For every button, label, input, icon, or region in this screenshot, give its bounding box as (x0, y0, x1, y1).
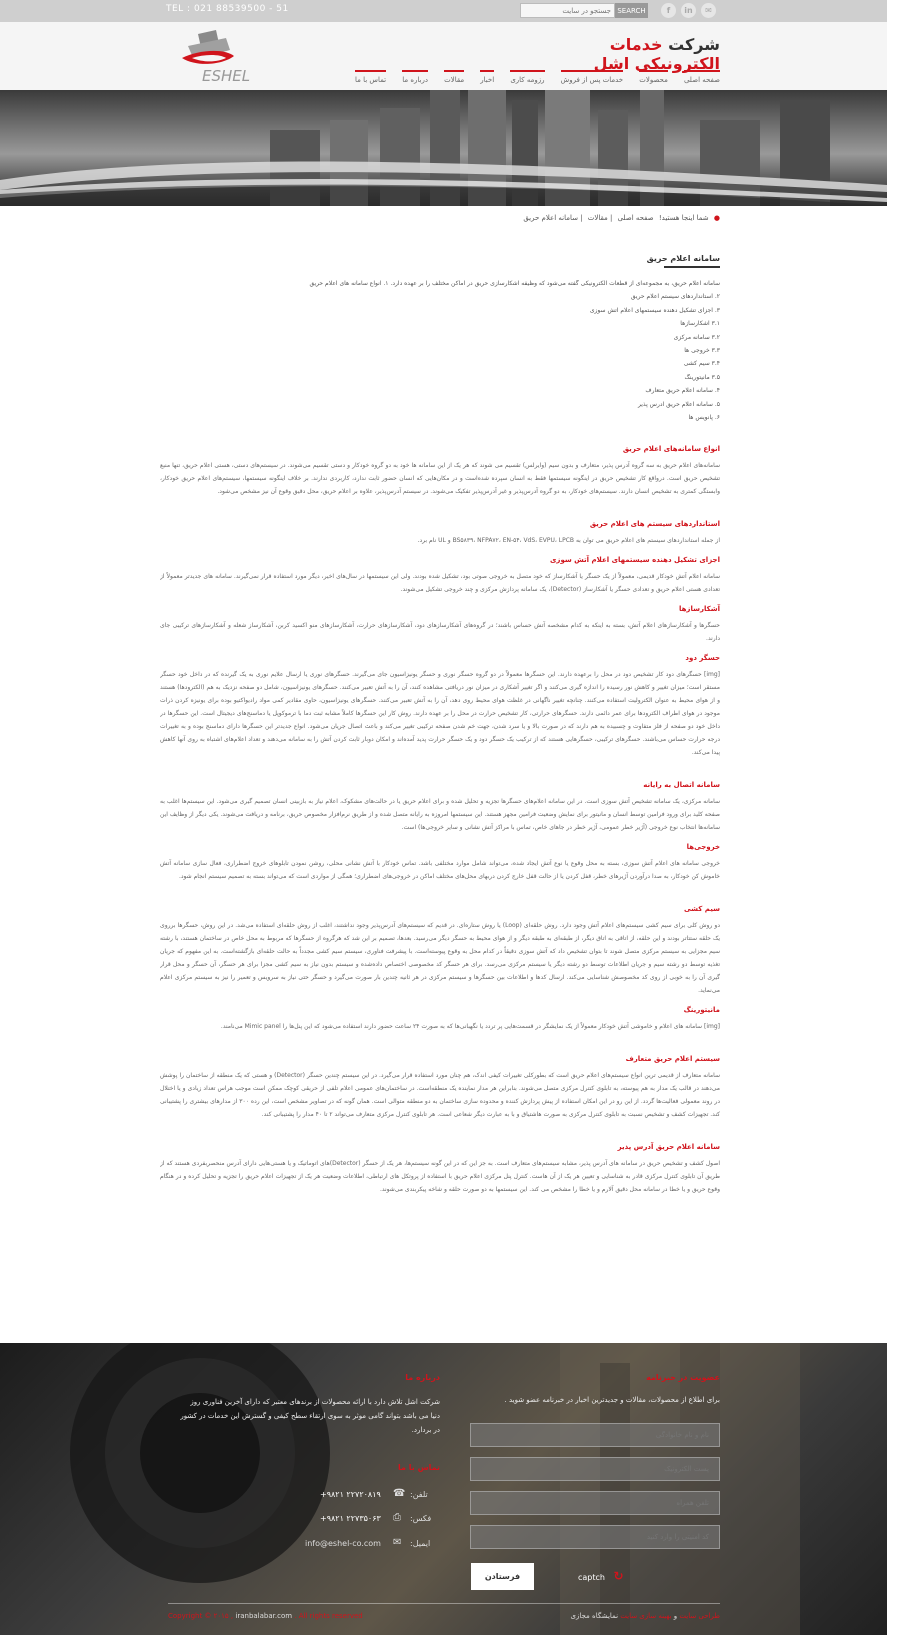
fax-label: فکس: (410, 1514, 432, 1523)
section-heading: اجزای تشکیل دهنده سیستمهای اعلام آتش سوزی (550, 556, 720, 564)
email-label: ایمیل: (410, 1539, 431, 1548)
section-heading: سیستم اعلام حریق متعارف (625, 1055, 720, 1063)
fax-icon: ⎙ (393, 1512, 401, 1523)
main-nav (355, 70, 720, 90)
section-paragraph: [img] سامانه های اعلام و خاموشی آتش خودکار معمولاً از یک نمایشگر در قسمت‌هایی پر تردد یا نگهبانی‌ها که به صورت ۲۴ ساعت حضور دارند استفاده می‌شود که این پنل‌ها را Mimic panel می‌نامند. (220, 1023, 720, 1030)
brand-name: خدمات الکترونیکی اشل (593, 35, 720, 73)
copyright (168, 1612, 363, 1620)
breadcrumb-articles[interactable]: مقالات (587, 214, 608, 222)
email-input[interactable] (470, 1457, 720, 1481)
section-paragraph: حسگرها و آشکارسازهای اعلام آتش، بسته به اینکه به کدام مشخصه آتش حساس باشند؛ در گروه‌های آشکارسازهای دود، آشکارسازهای حرارت، آشکارسازهای منو اکسید کربن، آشکارساز شعله و آشکارسازهای ترکیبی جای دارند. (160, 622, 720, 642)
toc-item[interactable]: ۳.۴ سیم کشی (683, 360, 720, 368)
newsletter-heading: عضویت در خبرنامه (646, 1373, 720, 1382)
nav-resume[interactable]: رزومه کاری (510, 70, 544, 90)
captcha-input[interactable] (470, 1525, 720, 1549)
top-bar (0, 0, 887, 22)
footer-divider (168, 1603, 720, 1604)
section-paragraph: از جمله استانداردهای سیستم های اعلام حریق می توان به BS۵۸۳۹، NFPA۷۲، EN-۵۴، VdS، EVPU، LPCB و UL نام برد. (417, 537, 720, 544)
section-paragraph: [img] حسگرهای دود کار تشخیص دود در محل را برعهده دارند. این حسگرها معمولاً در دو گروه حسگر نوری و حسگر یونیزاسیون جای می‌گیرند. حسگرهای نوری یا ارسال علایم نوری به یک گیرنده که در داخل خود حسگر مستقر است؛ میزان تغییر و کاهش نور رسیده را اندازه گیری می‌کنند و اگر تغییر آشکاری در میزان نور دریافتی مشاهده کنند، آن را به آتش تعبیر می‌کنند. حسگرهای یونیزاسیون، شامل دو صفحه نزدیک به هم (الکترودها) هستند و از هوای محیط به عنوان الکترولیت استفاده می‌کنند. چنانچه تغییر ناگهانی در غلظت هوای محیط روی دهد، آن را به آتش تعبیر می‌کنند. حسگرهای یونیزاسیون، حاوی مقادیر کمی مواد رادیواکتیو بوده برای یونیزه کردن ذرات موجود در هوای اطراف الکترودها برای عمر دائمی دارند. حسگرهای حرارتی، کار تشخیص حرارت در محل را بر عهده دارند. روش کار این حسگرها کاملاً مشابه ثبت دما با ترموکوپل یا دماسنج‌های دیجیتال است. این حسگرها در داخل خود دو صفحه از فلز متفاوت و چسبیده به هم دارند که در صورت بالا و یا سرد شدن، جهت خم شدن صفحه ترکیبی تغییر می‌کند و باعث اتصال جریان می‌شود. انواع جدیدتر این حسگرها دارای دماسنج بوده و به تغییرات درجه حرارت حساس می‌باشند. حسگرهای ترکیبی، حسگرهایی هستند که از ترکیب یک حسگر دود و یک حسگر حرارت پدید آمده‌اند و امکان دوبار ثابت کردن آتش را به سامانه می‌دهند و تعداد اعلام‌های اشتباه به روی آنها کاهش پیدا می‌کند. (160, 671, 720, 756)
captcha-area (578, 1569, 624, 1583)
toc-item[interactable]: ۵. سامانه اعلام حریق آدرس پذیر (637, 400, 720, 408)
section-paragraph: سامانه‌های اعلام حریق به سه گروه آدرس پذیر، متعارف و بدون سیم (وایرلس) تقسیم می شوند که هر یک از این سامانه ها خود به دو گروه خودکار و دستی تقسیم می‌شوند. در سیستم‌های دستی، هستی اعلام حریق، تنها منبع تشخیص حریق است. درواقع کار تشخیص حریق در اینگونه سیستمها فقط به انسان سپرده شده‌است و در مکان‌هایی که انسان حضور ثابت ندارد، کاربردی ندارند. بر خلاف اینگونه سیستمها، سیستم‌های اعلام حریق خودکار، وابستگی کمتری به تشخیص انسان دارند. سیستم‌های خودکار، به دو گروه آدرس‌پذیر و غیر آدرس‌پذیر تفکیک می‌شوند. در سیستم آدرس‌پذیر، علاوه بر اعلام حریق، محل دقیق وقوع آن نیز مشخص می‌شود. (160, 462, 720, 495)
section-heading: سامانه اعلام حریق آدرس پذیر (617, 1143, 720, 1151)
footer (0, 1343, 887, 1635)
design-sep: و (673, 1612, 678, 1620)
design-label[interactable]: طراحی سایت (679, 1612, 720, 1620)
section-heading: خروجی‌ها (686, 843, 720, 851)
email-value[interactable]: info@eshel-co.com (305, 1539, 381, 1548)
phone-value: +۹۸۲۱ ۲۲۷۲۰۸۱۹ (320, 1490, 381, 1499)
toc-item[interactable]: ۴. سامانه اعلام حریق متعارف (645, 387, 720, 395)
fullname-input[interactable] (470, 1423, 720, 1447)
section-paragraph: اصول کشف و تشخیص حریق در سامانه های آدرس پذیر، مشابه سیستم‌های متعارف است. به جز این که در این گونه سیستم‌ها، هر یک از حسگر (Detector)های اتوماتیک و یا هستی‌هایی دارای آدرس منحصربفردی هستند که از طریق آن تابلوی کنترل مرکزی قادر به شناسایی و تعیین هر یک از آن هاست. کنترل پنل مرکزی اعلام حریق با استفاده از پروتکل های ارتباطی، اطلاعات وضعیت هر یک از تجهیزات اعلام حریق را تجزیه و تحلیل کرده و در هنگام وقوع حریق و یا خطا در سامانه محل دقیق آلارم و یا خطا را مشخص می کند. این سیستمها به دو صورت حلقه و شاخه پیکربندی می‌شوند. (160, 1160, 720, 1193)
toc-item[interactable]: ۳. اجزای تشکیل دهنده سیستمهای اعلام آتش سوزی (589, 306, 720, 314)
nav-articles[interactable]: مقالات (444, 70, 464, 90)
toc-item[interactable]: ۶. پانویس ها (688, 413, 720, 421)
breadcrumb-here: شما اینجا هستید! (658, 214, 709, 222)
city-banner-image (0, 90, 887, 206)
section-heading: سیم کشی (684, 905, 720, 913)
section-paragraph: سامانه اعلام آتش خودکار قدیمی، معمولاً از یک حسگر یا آشکارساز که خود متصل به خروجی صوتی بود، تشکیل شده بودند. ولی این سیستمها در سال‌های اخیر، دیگر مورد استفاده قرار نمی‌گیرند. سامانه های جدیدتر معمولاً از تعدادی هستی اعلام حریق و تعدادی حسگر یا آشکارساز (Detector)، یک سامانه پردازش مرکزی و چند خروجی تشکیل می‌شوند. (160, 573, 720, 593)
nav-about[interactable]: درباره ما (402, 70, 428, 90)
copyright-site[interactable]: iranbalabar.com (235, 1612, 293, 1620)
nav-home[interactable]: صفحه اصلی (684, 70, 720, 90)
nav-news[interactable]: اخبار (480, 70, 494, 90)
design-hosting[interactable]: بهینه سازی سایت (620, 1612, 672, 1620)
search-button[interactable]: SEARCH (615, 3, 648, 18)
telephone-text: TEL : 021 88539500 - 51 (166, 4, 289, 14)
table-of-contents (285, 280, 720, 427)
design-by[interactable]: نمایشگاه مجازی (570, 1612, 619, 1620)
linkedin-icon[interactable]: in (681, 3, 696, 18)
about-heading: درباره ما (405, 1373, 440, 1382)
copyright-year: Copyright © ۲۰۱۵ , (168, 1612, 234, 1620)
search-input[interactable] (520, 3, 615, 18)
section-paragraph: خروجی سامانه های اعلام آتش سوزی، بسته به محل وقوع یا نوع آتش ایجاد شده، می‌تواند شامل موارد مختلفی باشد. تماس خودکار با آتش نشانی محلی، روشن نمودن تابلوهای خروج اضطراری، فعال سازی سامانه آتش خاموش کن خودکار، به صدا درآوردن آژیرهای خطر، قفل کردن یا از حالت قفل خارج کردن دربهای محل‌های مختلف اماکن در خروجی‌های اضطراری؛ همگی از مواردی است که می‌تواند بسته به تصمیم سیستم انجام شود. (160, 860, 720, 880)
eshel-logo[interactable] (168, 28, 260, 86)
page-title: سامانه اعلام حریق (664, 254, 720, 268)
breadcrumb-current: سامانه اعلام حریق (523, 214, 578, 222)
breadcrumb: ● شما اینجا هستید! صفحه اصلی | مقالات | سامانه اعلام حریق (523, 214, 720, 222)
nav-after-sales[interactable]: خدمات پس از فروش (561, 70, 623, 90)
location-pin-icon: ● (713, 214, 720, 222)
section-heading: انواع سامانه‌های اعلام حریق (622, 445, 720, 453)
email-icon: ✉ (393, 1537, 402, 1548)
refresh-icon[interactable]: ↻ (613, 1569, 624, 1583)
mail-icon[interactable]: ✉ (701, 3, 716, 18)
nav-products[interactable]: محصولات (639, 70, 668, 90)
send-button[interactable]: فرستادن (471, 1563, 534, 1590)
phone-icon: ☎ (393, 1488, 406, 1499)
section-heading: آشکارسازها (678, 605, 720, 613)
section-heading: مانیتورینگ (683, 1006, 720, 1014)
section-heading: استانداردهای سیستم های اعلام حریق (589, 520, 720, 528)
toc-item[interactable]: ۳.۱ آشکارسازها (680, 320, 720, 328)
toc-item[interactable]: ۳.۳ خروجی ها (684, 346, 720, 354)
breadcrumb-home[interactable]: صفحه اصلی (617, 214, 654, 222)
section-paragraph: دو روش کلی برای سیم کشی سیستم‌های اعلام آتش وجود دارد. روش حلقه‌ای (Loop) یا روش ستاره‌ای. در قدیم که سیستم‌های آدرس‌پذیر وجود نداشتند، اغلب از روش حلقه‌ای استفاده می‌شد. در این روش، حسگرها برروی یک حلقه ستتاتر بودند و این حلقه، از اتاقی به اتاق دیگر، از طبقه‌ای به طبقه دیگر و از هوای محیط به حسگر دیگر می‌رسید. بعدها، تصمیم بر این شد که هرگروه از حسگرها که مربوط به محل خاص در ساختمان هستند، با رشته سیم مجزایی به سیستم مرکزی متصل شوند تا بتوان تشخیص داد که آتش سوزی دقیقاً در کدام محل به وقوع پیوسته‌است. با پیشرفت فناوری، سیستم سیم کشی مجدداً به حالت حلقه‌ای بازگشته‌است. به این مفهوم که جریان تغذیه توسط دو رشته سیم و جریان اطلاعات توسط دو رشته دیگر یا سیستم مرکزی می‌رسد. برای هر حسگر کد مخصوصی اختصاص داده‌شده و سیستم بدون نیاز به سیم کشی مجزا برای هر حسگر، آن حسگر و محل قرار گیری آن را به خوبی از روی کد مخصوصش شناسایی می‌کند. ارسال کدها و اطلاعات بین حسگرها و سیستم مرکزی در هر ثانیه چندین بار صورت می‌گیرد و حسگر حتی نیاز به سرویس و تعمیر را نیز به سیستم مرکزی اعلام می‌نماید. (160, 922, 720, 994)
contact-heading: تماس با ما (398, 1463, 440, 1472)
logo-text: ESHEL (202, 67, 251, 85)
section-heading: حسگر دود (685, 654, 720, 662)
nav-contact[interactable]: تماس با ما (355, 70, 386, 90)
brand-prefix: شرکت (668, 35, 720, 54)
toc-item[interactable]: ۳.۲ سامانه مرکزی (673, 333, 720, 341)
facebook-icon[interactable]: f (661, 3, 676, 18)
section-paragraph: سامانه مرکزی، یک سامانه تشخیص آتش سوزی است. در این سامانه اعلام‌های حسگرها تجزیه و تحلیل شده و برای اعلام حریق یا در حالت‌های مشکوک، اعلام نیاز به بازبینی انسان تصمیم گیری می‌شود. این سیستم‌ها اغلب به صفحه کلید برای ورود فرامین توسط انسان و مانیتور برای نمایش وضعیت فرامین مجهز هستند. این سیستمها امروزه به رایانه متصل شده و از طریق نرم‌افزار مخصوص حریق، برنامه و دریافت می‌شوند. یکی دیگر از وظایف این سامانه‌ها انتخاب نوع خروجی (آژیر خطر عمومی، آژیر خطر در جاهای خاص، تماس با مراکز آتش نشانی و سایر خروجی‌ها) است. (160, 798, 720, 831)
design-credit (535, 1612, 720, 1620)
newsletter-text: برای اطلاع از محصولات، مقالات و جدیدترین اخبار در خبرنامه عضو شوید . (504, 1396, 720, 1404)
article-body (160, 436, 720, 1196)
brand-title (520, 35, 720, 73)
toc-item[interactable]: سامانه اعلام حریق، به مجموعه‌ای از قطعات الکترونیکی گفته می‌شود که وظیفه آشکارسازی حریق در اماکن مختلف را بر عهده دارد. ۱. انواع سامانه های اعلام حریق (309, 280, 720, 287)
mobile-input[interactable] (470, 1491, 720, 1515)
toc-item[interactable]: ۳.۵ مانیتورینگ (684, 373, 720, 381)
phone-label: تلفن: (410, 1490, 428, 1499)
toc-item[interactable]: ۲. استانداردهای سیستم اعلام حریق (630, 293, 720, 301)
about-text: شرکت اشل تلاش دارد با ارائه محصولات از برندهای معتبر که دارای آخرین فناوری روز دنیا می باشد بتواند گامی موثر به سوی ارتقاء سطح کیفی و گسترش این خدمات در کشور در بردارد. (180, 1398, 440, 1434)
section-heading: سامانه اتصال به رایانه (643, 781, 720, 789)
section-paragraph: سامانه متعارف از قدیمی ترین انواع سیستم‌های اعلام حریق است که بطورکلی تغییرات کیفی اندک، هم چنان مورد استفاده قرار می‌گیرد. در این سیستم چندین حسگر (Detector) و هستی که یک منطقه از ساختمان را پوشش می‌دهند در قالب یک مدار به هم پیوسته، به تابلوی کنترل مرکزی متصل می‌شوند. بنابراین هر مدار نماینده یک منطقه‌است. در ساختمان‌های عمومی اعلام تلفی از حریقی کوچک ممکن است موجب هراس تعداد زیادی و یا اختلال در روند معمولی فعالیت‌ها گردد. از این رو در این امکان استفاده از پیش پردازش کننده و محدوده سازی ساختمان به دو منطقه متوالی است. همان گونه که در تصاویر مشخص است، این رده ۳۰۰ از مدارهای بیشتری را پشتیبانی کند. تجهیزات کشف و تشخیص نسبت به تابلوی کنترل مرکزی به صورت هاشتیاق و با به عبارت دیگر شعاعی است. هر تابلوی کنترل مرکزی متعارف می‌تواند ۲ تا ۴۰ مدار را پشتیبانی کند. (160, 1072, 720, 1118)
copyright-rights: . All rights reserved (294, 1612, 363, 1620)
fax-value: +۹۸۲۱ ۲۲۷۳۵۰۶۳ (320, 1514, 381, 1523)
captcha-text: captch (578, 1573, 605, 1582)
